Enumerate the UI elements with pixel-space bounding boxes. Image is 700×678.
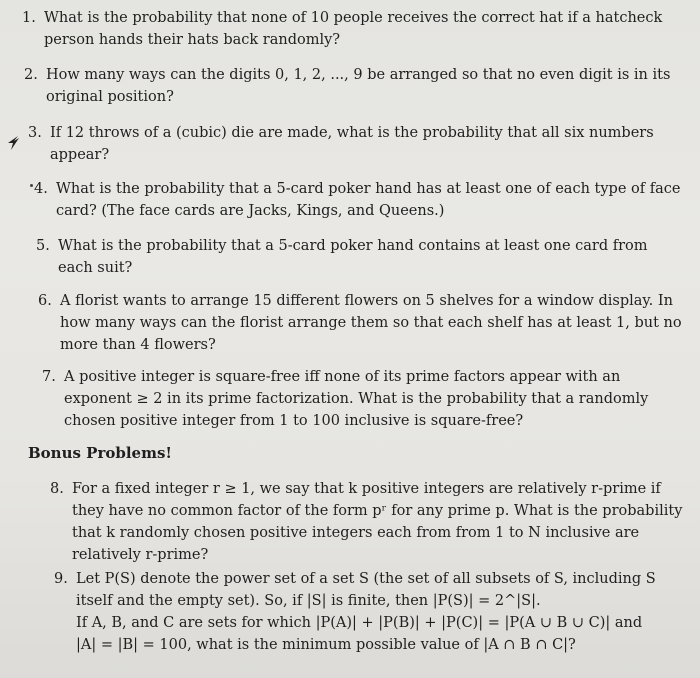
problem-text-line: If A, B, and C are sets for which |P(A)| + |P(B)| + |P(C)| = |P(A ∪ B ∪ C)| and — [76, 615, 643, 631]
problem-text-line: A florist wants to arrange 15 different flowers on 5 shelves for a window display. In — [60, 293, 673, 309]
problem-text-line: each suit? — [58, 260, 133, 276]
stray-mark — [30, 184, 33, 187]
problem-text-line: A positive integer is square-free iff none of its prime factors appear with an — [64, 369, 621, 385]
problem-number: 1. — [22, 10, 36, 26]
problem-text-line: card? (The face cards are Jacks, Kings, and Queens.) — [56, 203, 445, 219]
problem-number: 8. — [50, 481, 64, 497]
problem-3 — [28, 122, 678, 166]
problem-text-line: person hands their hats back randomly? — [44, 32, 341, 48]
problem-9 — [54, 568, 694, 656]
problem-text-line: itself and the empty set). So, if |S| is finite, then |P(S)| = 2^|S|. — [76, 593, 541, 609]
problem-1 — [22, 7, 692, 51]
problem-text-line: they have no common factor of the form pʳ for any prime p. What is the probability — [72, 503, 683, 519]
problem-6 — [38, 290, 688, 356]
problem-text-line: exponent ≥ 2 in its prime factorization. What is the probability that a randomly — [64, 391, 649, 407]
problem-text-line: What is the probability that a 5-card poker hand contains at least one card from — [58, 238, 648, 254]
problem-number: 2. — [24, 67, 38, 83]
problem-text-line: If 12 throws of a (cubic) die are made, what is the probability that all six numbers — [50, 125, 654, 141]
problem-text-line: Let P(S) denote the power set of a set S (the set of all subsets of S, including S — [76, 571, 656, 587]
problem-number: 3. — [28, 125, 42, 141]
problem-number: 6. — [38, 293, 52, 309]
problem-text-line: more than 4 flowers? — [60, 337, 216, 353]
problem-number: 7. — [42, 369, 56, 385]
problem-8 — [50, 478, 690, 566]
problem-text-line: |A| = |B| = 100, what is the minimum possible value of |A ∩ B ∩ C|? — [76, 637, 576, 653]
problem-number: 4. — [34, 181, 48, 197]
problem-text-line: For a fixed integer r ≥ 1, we say that k positive integers are relatively r-prime if — [72, 481, 661, 497]
problem-5 — [36, 235, 686, 279]
problem-2 — [24, 64, 684, 108]
problem-text-line: how many ways can the florist arrange them so that each shelf has at least 1, but no — [60, 315, 682, 331]
problem-text-line: chosen positive integer from 1 to 100 inclusive is square-free? — [64, 413, 524, 429]
problem-text-line: What is the probability that none of 10 people receives the correct hat if a hatcheck — [44, 10, 663, 26]
problem-number: 9. — [54, 571, 68, 587]
problem-7 — [42, 366, 682, 432]
problem-text-line: relatively r-prime? — [72, 547, 209, 563]
mouse-cursor-icon — [6, 135, 20, 151]
problem-text-line: appear? — [50, 147, 110, 163]
problem-number: 5. — [36, 238, 50, 254]
bonus-heading: Bonus Problems! — [28, 444, 172, 462]
problem-4 — [34, 178, 694, 222]
problem-text-line: original position? — [46, 89, 174, 105]
problem-text-line: What is the probability that a 5-card poker hand has at least one of each type of face — [56, 181, 681, 197]
problem-text-line: that k randomly chosen positive integers each from from 1 to N inclusive are — [72, 525, 640, 541]
problem-text-line: How many ways can the digits 0, 1, 2, ..., 9 be arranged so that no even digit is in its — [46, 67, 671, 83]
